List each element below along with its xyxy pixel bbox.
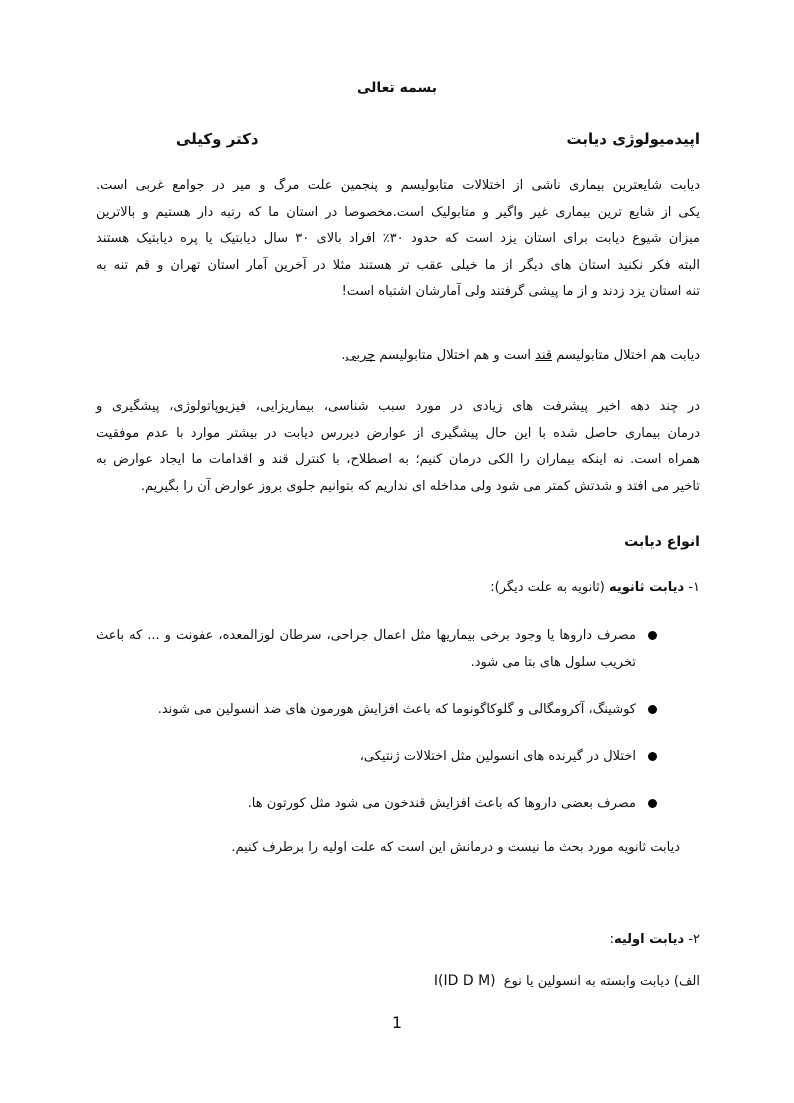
progress-line: در چند دهه اخیر پیشرفت های زیادی در مورد سبب شناسی، بیماریزایی، فیزیوپاتولوژی، پیشگیری و <box>96 399 700 414</box>
secondary-causes-list <box>96 622 700 841</box>
definition-word-fat: چربی <box>345 348 376 363</box>
secondary-title: دیابت ثانویه <box>609 580 685 595</box>
definition-middle: است و هم اختلال متابولیسم <box>375 348 536 363</box>
primary-number: ۲- <box>688 932 700 947</box>
definition-paragraph <box>96 344 700 368</box>
progress-line: تاخیر می افتد و شدتش کمتر می شود ولی مداخله ای نداریم که بتوانیم جلوی بروز عوارض آن را بگیریم. <box>140 478 700 494</box>
type1-text: الف) دیابت وابسته به انسولین یا نوع <box>503 974 700 989</box>
intro-line: میزان شیوع دیابت برای استان یزد است که حدود ۳۰٪ افراد بالای ۳۰ سال دیابتیک یا پره دیابتیک هستند <box>96 231 700 246</box>
type1-abbreviation: I(ID D M) <box>433 973 496 989</box>
primary-title: دیابت اولیه <box>613 932 685 947</box>
list-item <box>96 622 700 676</box>
bullet-dot-icon <box>648 799 657 808</box>
bullet-dot-icon <box>648 631 657 640</box>
list-item-text: مصرف داروها یا وجود برخی بیماریها مثل اعمال جراحی، سرطان لوزالمعده، عفونت و ... که باعث تخریب سلول های بتا می شود. <box>96 628 636 670</box>
list-item-text: اختلال در گیرنده های انسولین مثل اختلالات ژنتیکی، <box>359 749 636 764</box>
list-item-text: کوشینگ، آکرومگالی و گلوکاگونوما که باعث افزایش هورمون های ضد انسولین می شوند. <box>157 702 636 717</box>
primary-colon: : <box>609 932 614 947</box>
intro-line: دیابت شایعترین بیماری ناشی از اختلالات متابولیسم و پنجمین علت مرگ و میر در جوامع غربی است. <box>96 178 700 193</box>
intro-line: تنه استان یزد زدند و از ما پیشی گرفتند ولی آمارشان اشتباه است! <box>341 284 700 299</box>
secondary-number: ۱- <box>688 580 700 595</box>
types-heading: انواع دیابت <box>624 534 700 550</box>
intro-line: یکی از شایع ترین بیماری غیر واگیر و متابولیک است.مخصوصا در استان ما که رتبه دار هستیم و بالاترین <box>96 204 700 220</box>
bullet-dot-icon <box>648 752 657 761</box>
page-number: 1 <box>391 1013 403 1032</box>
secondary-closing-note: دیابت ثانویه مورد بحث ما نیست و درمانش این است که علت اولیه را برطرف کنیم. <box>231 840 680 855</box>
progress-line: همراه است. نه اینکه بیماران را الکی درمان کنیم؛ به اصطلاح، با کنترل قند و اقدامات ما ایجاد عوارض به <box>96 452 700 467</box>
list-item <box>96 743 700 770</box>
secondary-diabetes-heading <box>96 580 700 595</box>
list-item <box>96 696 700 723</box>
definition-word-sugar: قند <box>535 348 553 363</box>
definition-suffix: . <box>341 348 346 363</box>
document-title: اپیدمیولوژی دیابت <box>566 130 700 148</box>
bullet-dot-icon <box>648 705 657 714</box>
list-item <box>96 790 700 817</box>
definition-prefix: دیابت هم اختلال متابولیسم <box>552 348 700 363</box>
intro-paragraph <box>96 173 700 306</box>
document-header <box>96 130 700 152</box>
secondary-note: (ثانویه به علت دیگر): <box>490 580 609 595</box>
document-author: دکتر وکیلی <box>176 130 259 148</box>
progress-line: درمان بیماری حاصل شده با این حال پیشگیری از عوارض دیررس دیابت در بیشتر موارد با عدم موفقیت <box>96 425 700 441</box>
progress-paragraph <box>96 394 700 500</box>
primary-diabetes-heading <box>96 932 700 947</box>
basmala-heading: بسمه تعالی <box>356 80 438 96</box>
type1-diabetes-line <box>96 973 700 989</box>
list-item-text: مصرف بعضی داروها که باعث افزایش قندخون می شود مثل کورتون ها. <box>247 796 636 811</box>
intro-line: البته فکر نکنید استان های دیگر از ما خیلی عقب تر هستند مثلا در آخرین آمار استان تهران و قم تنه به <box>96 257 700 273</box>
